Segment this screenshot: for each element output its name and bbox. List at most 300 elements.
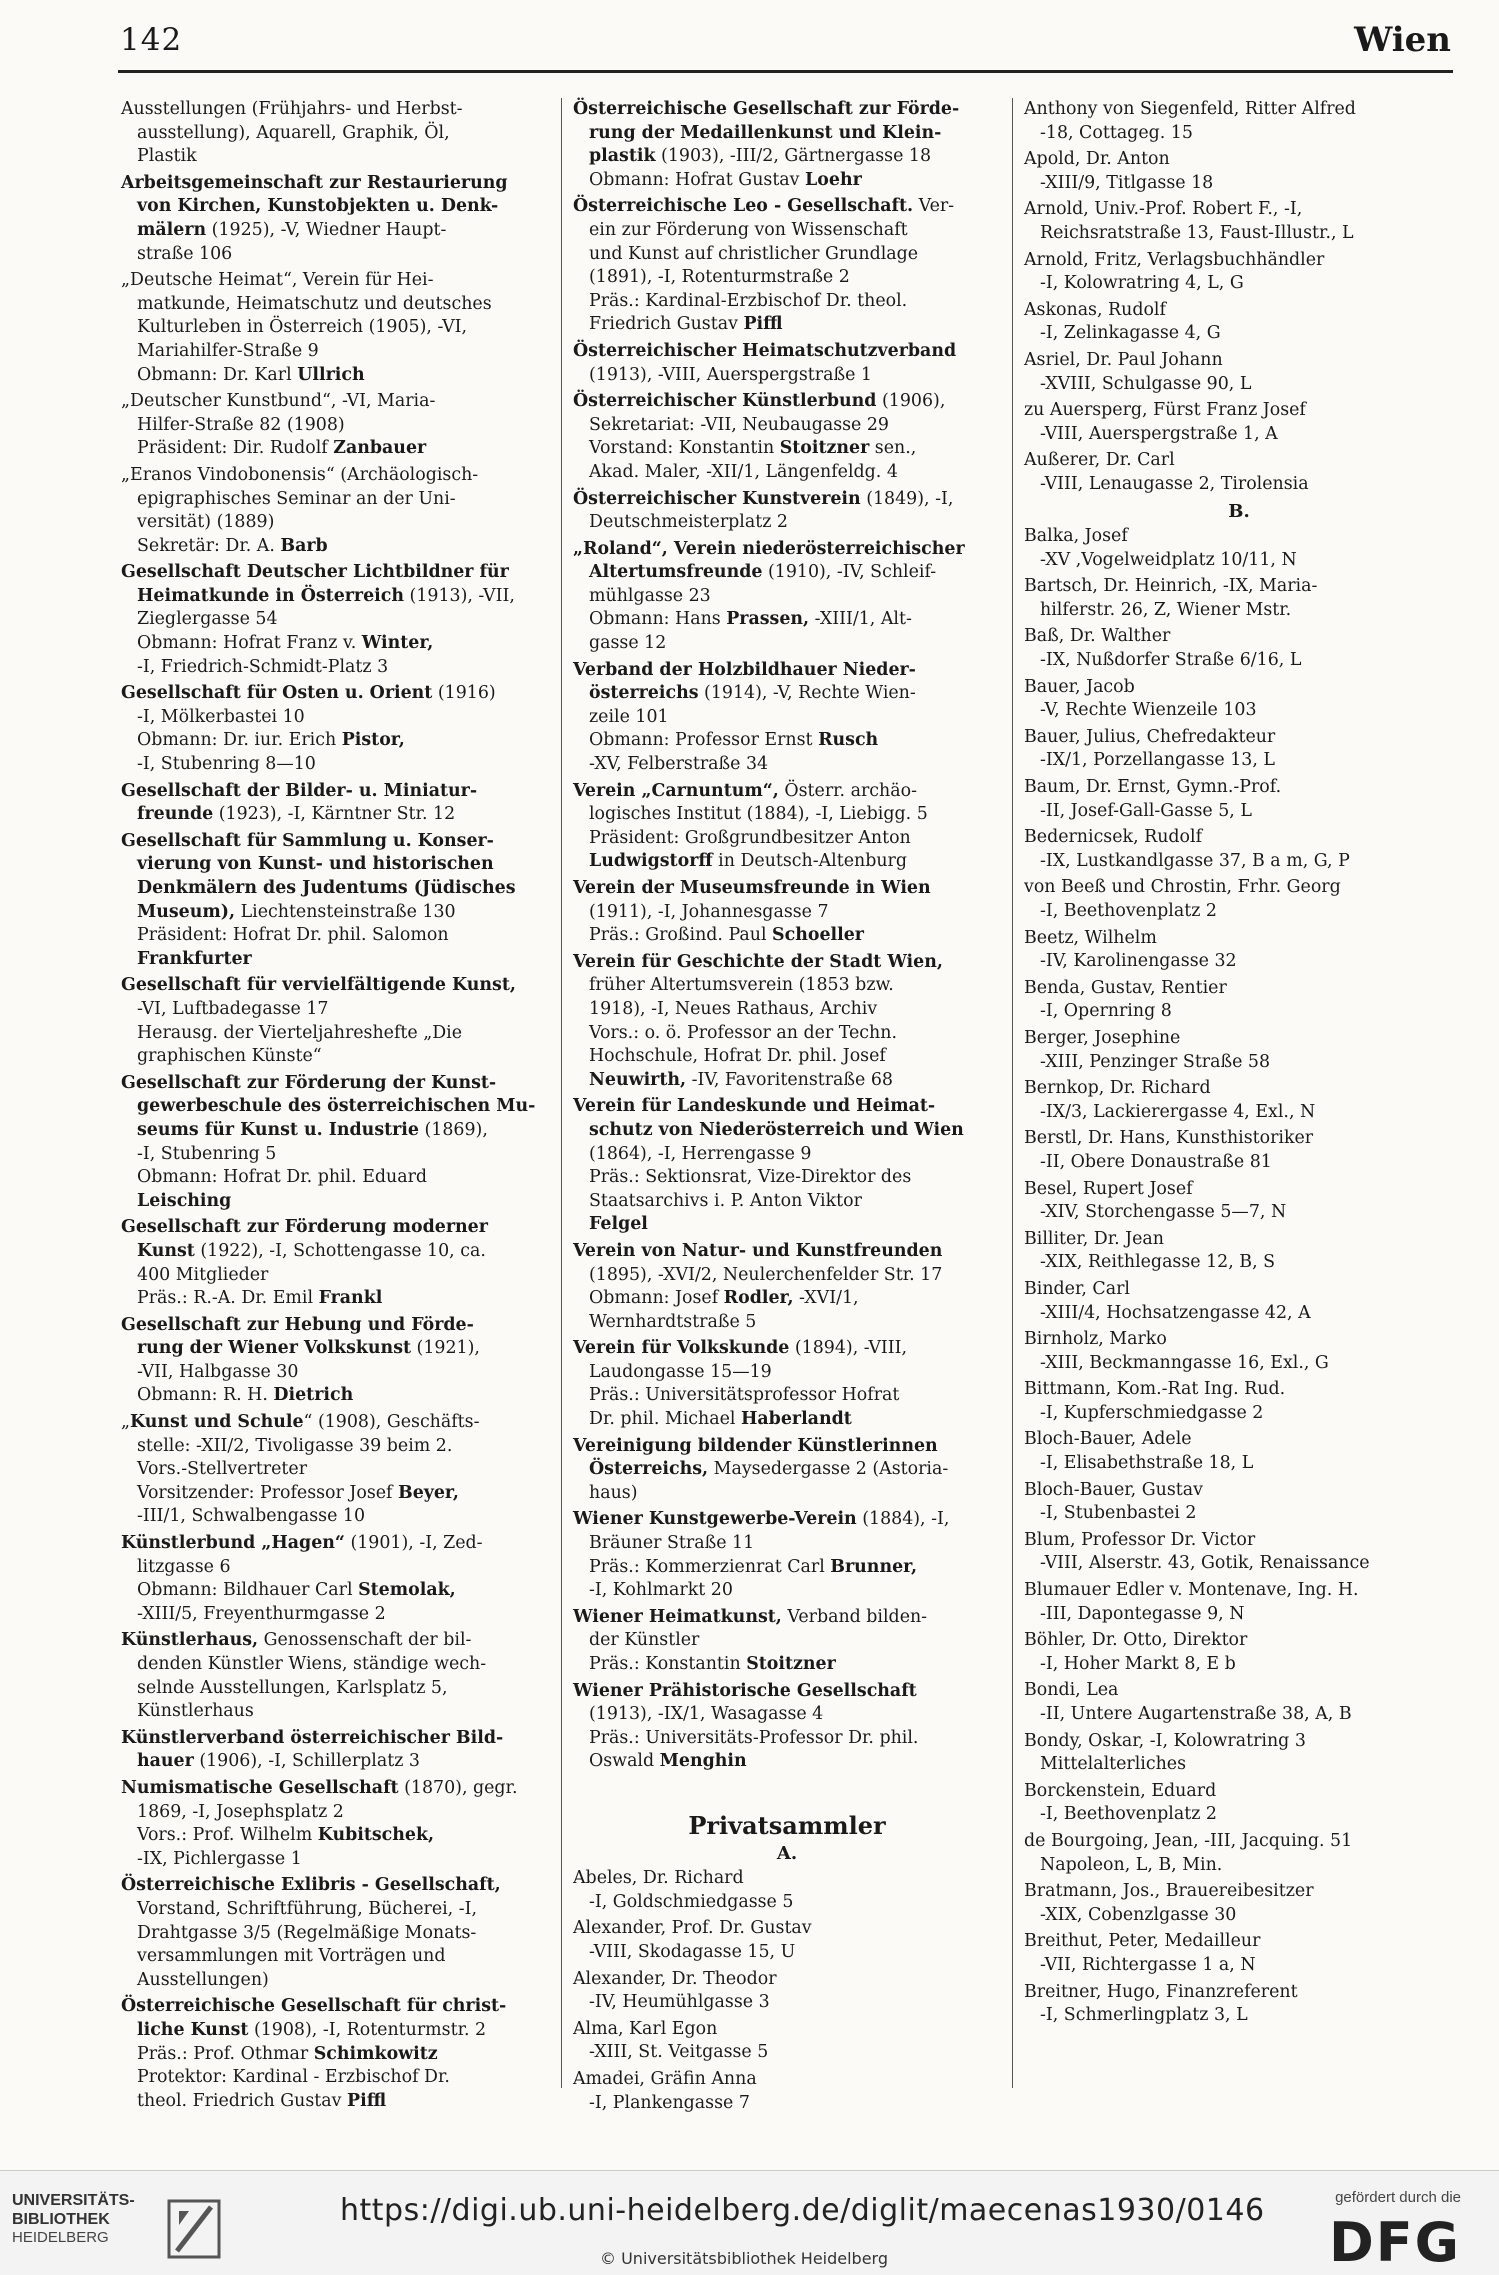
- entry-line: Gesellschaft zur Förderung der Kunst-: [121, 1072, 497, 1093]
- entry-line: Leisching: [137, 1190, 232, 1211]
- entry-line: Präs.: Konstantin Stoitzner: [589, 1654, 836, 1674]
- entry-line: Frankfurter: [137, 948, 252, 969]
- directory-entry: [121, 1072, 551, 1214]
- entry-line: ausstellung), Aquarell, Graphik, Öl,: [137, 122, 450, 143]
- entry-line: -XIV, Storchengasse 5—7, N: [1040, 1202, 1287, 1223]
- entry-line: -VI, Luftbadegasse 17: [137, 998, 329, 1019]
- entry-line: Blum, Professor Dr. Victor: [1024, 1529, 1256, 1550]
- directory-entry: [1024, 726, 1454, 773]
- entry-line: Zieglergasse 54: [137, 609, 278, 630]
- entry-line: Gesellschaft für vervielfältigende Kunst,: [121, 975, 516, 996]
- entry-line: Mariahilfer-Straße 9: [137, 340, 319, 361]
- entry-line: Gesellschaft für Osten u. Orient (1916): [121, 683, 496, 704]
- directory-entry: [121, 464, 551, 558]
- entry-line: Präs.: Prof. Othmar Schimkowitz: [137, 2043, 438, 2064]
- entry-line: Binder, Carl: [1024, 1278, 1130, 1299]
- entry-line: ein zur Förderung von Wissenschaft: [589, 219, 908, 240]
- entry-line: Breitner, Hugo, Finanzreferent: [1024, 1981, 1298, 2002]
- footer-bar: [0, 2170, 1499, 2275]
- entry-line: Berger, Josephine: [1024, 1027, 1181, 1048]
- entry-line: Mittelalterliches: [1040, 1754, 1187, 1775]
- entry-line: -XVIII, Schulgasse 90, L: [1040, 373, 1252, 394]
- entry-line: Drahtgasse 3/5 (Regelmäßige Monats-: [137, 1922, 477, 1943]
- entry-line: Arnold, Univ.-Prof. Robert F., -I,: [1024, 199, 1303, 220]
- entry-line: -IV, Karolinengasse 32: [1040, 951, 1237, 972]
- entry-line: -18, Cottageg. 15: [1040, 122, 1193, 143]
- entry-line: Ausstellungen): [137, 1969, 269, 1990]
- entry-line: Laudongasse 15—19: [589, 1361, 772, 1382]
- entry-line: Apold, Dr. Anton: [1024, 149, 1170, 170]
- entry-line: Präs.: Kommerzienrat Carl Brunner,: [589, 1556, 918, 1577]
- entry-line: Amadei, Gräfin Anna: [573, 2068, 757, 2089]
- entry-line: Berstl, Dr. Hans, Kunsthistoriker: [1024, 1128, 1314, 1149]
- directory-entry: [1024, 1278, 1454, 1325]
- entry-line: Obmann: Dr. Karl Ullrich: [137, 364, 365, 385]
- entry-line: Blumauer Edler v. Montenave, Ing. H.: [1024, 1580, 1359, 1601]
- entry-line: Bloch-Bauer, Gustav: [1024, 1479, 1203, 1500]
- entry-line: Bondy, Oskar, -I, Kolowratring 3: [1024, 1730, 1306, 1751]
- directory-entry: [1024, 349, 1454, 396]
- directory-entry: [573, 2068, 1001, 2115]
- directory-entry: [573, 98, 1001, 192]
- entry-line: Wiener Kunstgewerbe-Verein (1884), -I,: [573, 1509, 950, 1530]
- entry-line: Dr. phil. Michael Haberlandt: [589, 1409, 852, 1430]
- entry-line: Protektor: Kardinal - Erzbischof Dr.: [137, 2067, 450, 2088]
- entry-line: -I, Opernring 8: [1040, 1001, 1172, 1022]
- entry-line: Präsident: Großgrundbesitzer Anton: [589, 827, 911, 848]
- entry-line: Gesellschaft für Sammlung u. Konser-: [121, 830, 494, 851]
- directory-entry: [1024, 1730, 1454, 1777]
- entry-line: -IX, Lustkandlgasse 37, B a m, G, P: [1040, 850, 1350, 871]
- entry-line: und Kunst auf christlicher Grundlage: [589, 243, 919, 264]
- entry-line: -VII, Halbgasse 30: [137, 1361, 299, 1382]
- entry-line: Obmann: Hofrat Dr. phil. Eduard: [137, 1167, 428, 1188]
- entry-line: Bauer, Jacob: [1024, 676, 1135, 697]
- directory-entry: [121, 1216, 551, 1310]
- entry-line: der Künstler: [589, 1630, 700, 1651]
- library-name-line1: UNIVERSITÄTS-: [12, 2192, 135, 2209]
- entry-line: Verein für Landeskunde und Heimat-: [573, 1096, 936, 1117]
- entry-line: Österreichische Leo - Gesellschaft. Ver-: [573, 196, 955, 217]
- entry-line: litzgasse 6: [137, 1556, 231, 1577]
- entry-line: Präs.: Kardinal-Erzbischof Dr. theol.: [589, 290, 908, 311]
- directory-entry: [1024, 1880, 1454, 1927]
- entry-line: Verein „Carnuntum“, Österr. archäo-: [573, 780, 917, 801]
- directory-entry: [1024, 1579, 1454, 1626]
- entry-line: Obmann: Josef Rodler, -XVI/1,: [589, 1288, 859, 1309]
- entry-line: matkunde, Heimatschutz und deutsches: [137, 293, 492, 314]
- entry-line: Ludwigstorff in Deutsch-Altenburg: [589, 851, 908, 872]
- directory-entry: [121, 1314, 551, 1408]
- entry-line: Breithut, Peter, Medailleur: [1024, 1931, 1261, 1952]
- directory-entry: [1024, 1228, 1454, 1275]
- entry-line: -I, Elisabethstraße 18, L: [1040, 1453, 1254, 1474]
- entry-line: -I, Hoher Markt 8, E b: [1040, 1653, 1236, 1674]
- entry-line: Kulturleben in Österreich (1905), -VI,: [137, 317, 468, 338]
- entry-line: -I, Zelinkagasse 4, G: [1040, 323, 1221, 344]
- entry-line: Obmann: Hans Prassen, -XIII/1, Alt-: [589, 609, 912, 630]
- entry-line: Askonas, Rudolf: [1024, 299, 1166, 320]
- entry-line: -I, Kolowratring 4, L, G: [1040, 273, 1244, 294]
- directory-entry: [573, 1337, 1001, 1431]
- entry-line: -III/1, Schwalbengasse 10: [137, 1506, 366, 1527]
- directory-entry: [1024, 1178, 1454, 1225]
- entry-line: (1911), -I, Johannesgasse 7: [589, 901, 829, 922]
- column-divider: [561, 98, 562, 2088]
- entry-line: Vors.-Stellvertreter: [137, 1459, 308, 1480]
- entry-line: Vorsitzender: Professor Josef Beyer,: [137, 1482, 459, 1503]
- section-heading: Privatsammler: [688, 1810, 886, 1840]
- entry-line: Billiter, Dr. Jean: [1024, 1228, 1164, 1249]
- entry-line: -XIX, Cobenzlgasse 30: [1040, 1904, 1237, 1925]
- directory-entry: [1024, 299, 1454, 346]
- entry-line: Wernhardtstraße 5: [589, 1311, 757, 1332]
- directory-entry: [121, 172, 551, 266]
- entry-line: Alexander, Dr. Theodor: [573, 1968, 777, 1989]
- entry-line: mühlgasse 23: [589, 585, 711, 606]
- entry-line: Besel, Rupert Josef: [1024, 1178, 1193, 1199]
- entry-line: -XIII, Penzinger Straße 58: [1040, 1051, 1271, 1072]
- entry-line: -I, Mölkerbastei 10: [137, 706, 305, 727]
- entry-line: Österreichischer Künstlerbund (1906),: [573, 391, 946, 412]
- column-3: [1024, 98, 1454, 2031]
- entry-line: Bernkop, Dr. Richard: [1024, 1078, 1211, 1099]
- entry-line: Staatsarchivs i. P. Anton Viktor: [589, 1190, 862, 1211]
- entry-line: Außerer, Dr. Carl: [1024, 450, 1175, 471]
- funding-note: gefördert durch die: [1335, 2189, 1461, 2206]
- directory-entry: [1024, 676, 1454, 723]
- entry-line: -XIII/5, Freyenthurmgasse 2: [137, 1603, 386, 1624]
- entry-line: Wiener Heimatkunst, Verband bilden-: [573, 1606, 928, 1627]
- directory-entry: [1024, 198, 1454, 245]
- directory-entry: [573, 390, 1001, 484]
- entry-line: Borckenstein, Eduard: [1024, 1780, 1217, 1801]
- entry-line: Österreichischer Heimatschutzverband: [573, 340, 957, 361]
- entry-line: Baß, Dr. Walther: [1024, 626, 1171, 647]
- directory-entry: [1024, 927, 1454, 974]
- entry-line: Präs.: Großind. Paul Schoeller: [589, 925, 864, 946]
- entry-line: graphischen Künste“: [137, 1046, 322, 1067]
- directory-entry: [1024, 1529, 1454, 1576]
- directory-entry: [121, 390, 551, 461]
- entry-line: -VIII, Alserstr. 43, Gotik, Renaissance: [1040, 1553, 1370, 1574]
- entry-line: von Beeß und Chrostin, Frhr. Georg: [1024, 877, 1341, 898]
- entry-line: -I, Stubenring 8—10: [137, 754, 316, 775]
- entry-line: -I, Kupferschmiedgasse 2: [1040, 1402, 1264, 1423]
- directory-entry: [121, 830, 551, 972]
- directory-entry: [573, 488, 1001, 535]
- entry-line: plastik (1903), -III/2, Gärtnergasse 18: [589, 146, 932, 167]
- entry-line: stelle: -XII/2, Tivoligasse 39 beim 2.: [137, 1435, 453, 1456]
- entry-line: Museum), Liechtensteinstraße 130: [137, 901, 456, 922]
- entry-line: -IX/3, Lackierergasse 4, Exl., N: [1040, 1101, 1316, 1122]
- entry-line: mälern (1925), -V, Wiedner Haupt-: [137, 219, 447, 240]
- entry-line: österreichs (1914), -V, Rechte Wien-: [589, 683, 916, 704]
- directory-entry: [1024, 249, 1454, 296]
- entry-line: Präs.: Universitätsprofessor Hofrat: [589, 1385, 900, 1406]
- entry-line: versammlungen mit Vorträgen und: [137, 1946, 446, 1967]
- directory-entry: [573, 340, 1001, 387]
- entry-line: Balka, Josef: [1024, 526, 1128, 547]
- entry-line: -XIII/4, Hochsatzengasse 42, A: [1040, 1302, 1311, 1323]
- entry-line: Obmann: Hofrat Gustav Loehr: [589, 169, 862, 190]
- entry-line: 1918), -I, Neues Rathaus, Archiv: [589, 998, 878, 1019]
- entry-line: (1891), -I, Rotenturmstraße 2: [589, 267, 850, 288]
- directory-entry: [1024, 98, 1454, 145]
- directory-entry: [573, 538, 1001, 656]
- entry-line: Präsident: Dir. Rudolf Zanbauer: [137, 438, 427, 459]
- entry-line: Österreichische Gesellschaft zur Förde-: [573, 99, 960, 119]
- column-divider: [1012, 98, 1013, 2088]
- entry-line: Alma, Karl Egon: [573, 2018, 718, 2039]
- entry-line: Arnold, Fritz, Verlagsbuchhändler: [1024, 249, 1325, 270]
- directory-entry: [1024, 776, 1454, 823]
- entry-line: -IX, Pichlergasse 1: [137, 1848, 302, 1869]
- entry-line: Napoleon, L, B, Min.: [1040, 1854, 1223, 1875]
- entry-line: Wiener Prähistorische Gesellschaft: [573, 1680, 917, 1701]
- entry-line: -IV, Heumühlgasse 3: [589, 1992, 770, 2013]
- entry-line: -II, Josef-Gall-Gasse 5, L: [1040, 800, 1252, 821]
- entry-line: -VIII, Skodagasse 15, U: [589, 1941, 796, 1962]
- entry-line: -I, Beethovenplatz 2: [1040, 901, 1217, 921]
- entry-line: Präs.: R.-A. Dr. Emil Frankl: [137, 1288, 383, 1309]
- entry-line: selnde Ausstellungen, Karlsplatz 5,: [137, 1677, 448, 1698]
- column-2: [573, 98, 1001, 2118]
- entry-line: -I, Kohlmarkt 20: [589, 1580, 733, 1601]
- entry-line: Abeles, Dr. Richard: [573, 1868, 744, 1889]
- directory-entry: [1024, 625, 1454, 672]
- directory-entry: [573, 659, 1001, 777]
- entry-line: -I, Goldschmiedgasse 5: [589, 1891, 794, 1912]
- entry-line: logisches Institut (1884), -I, Liebigg. 5: [589, 804, 928, 825]
- copyright-notice: © Universitätsbibliothek Heidelberg: [600, 2249, 889, 2268]
- entry-line: Herausg. der Vierteljahreshefte „Die: [137, 1022, 463, 1043]
- entry-line: versität) (1889): [137, 512, 275, 533]
- directory-entry: [573, 877, 1001, 948]
- entry-line: -IX/1, Porzellangasse 13, L: [1040, 750, 1275, 771]
- entry-line: Bartsch, Dr. Heinrich, -IX, Maria-: [1024, 576, 1318, 597]
- entry-line: -XIII, St. Veitgasse 5: [589, 2042, 769, 2063]
- column-1: [121, 98, 551, 2116]
- entry-line: Asriel, Dr. Paul Johann: [1024, 349, 1223, 370]
- permalink-url[interactable]: https://digi.ub.uni-heidelberg.de/diglit/maecenas1930/0146: [340, 2193, 1265, 2228]
- entry-line: -II, Obere Donaustraße 81: [1040, 1151, 1272, 1172]
- entry-line: Plastik: [137, 146, 197, 167]
- entry-line: zeile 101: [589, 706, 669, 727]
- entry-line: Präsident: Hofrat Dr. phil. Salomon: [137, 925, 449, 946]
- entry-line: denden Künstler Wiens, ständige wech-: [137, 1654, 487, 1674]
- directory-entry: [573, 1867, 1001, 1914]
- entry-line: de Bourgoing, Jean, -III, Jacquing. 51: [1024, 1830, 1353, 1851]
- directory-entry: [1024, 1378, 1454, 1425]
- entry-line: Obmann: Bildhauer Carl Stemolak,: [137, 1580, 456, 1601]
- entry-line: Sekretariat: -VII, Neubaugasse 29: [589, 414, 889, 435]
- university-library-logo[interactable]: [12, 2191, 202, 2261]
- entry-line: Friedrich Gustav Piffl: [589, 314, 783, 335]
- entry-line: schutz von Niederösterreich und Wien: [589, 1119, 964, 1140]
- entry-line: Beetz, Wilhelm: [1024, 927, 1157, 948]
- page-number: 142: [120, 22, 183, 58]
- directory-entry: [1024, 1780, 1454, 1827]
- entry-line: von Kirchen, Kunstobjekten u. Denk-: [137, 196, 499, 217]
- directory-entry: [573, 195, 1001, 337]
- entry-line: „Deutsche Heimat“, Verein für Hei-: [121, 270, 434, 291]
- entry-line: -III, Dapontegasse 9, N: [1040, 1603, 1245, 1624]
- entry-line: rung der Wiener Volkskunst (1921),: [137, 1338, 480, 1359]
- entry-line: „Roland“, Verein niederösterreichischer: [573, 538, 965, 559]
- directory-entry: [1024, 525, 1454, 572]
- entry-line: Sekretär: Dr. A. Barb: [137, 535, 328, 556]
- library-name-line3: HEIDELBERG: [12, 2229, 109, 2246]
- entry-line: -I, Plankengasse 7: [589, 2092, 750, 2113]
- entry-line: Vors.: o. ö. Professor an der Techn.: [589, 1022, 897, 1043]
- entry-line: Verband der Holzbildhauer Nieder-: [573, 659, 916, 680]
- entry-line: -VII, Richtergasse 1 a, N: [1040, 1954, 1256, 1975]
- entry-line: -VIII, Auerspergstraße 1, A: [1040, 423, 1278, 444]
- directory-entry: [1024, 1479, 1454, 1526]
- entry-line: Felgel: [589, 1214, 648, 1235]
- entry-line: Vorstand: Konstantin Stoitzner sen.,: [589, 438, 917, 459]
- directory-entry: [121, 974, 551, 1068]
- directory-entry: [1024, 1679, 1454, 1726]
- entry-line: Anthony von Siegenfeld, Ritter Alfred: [1024, 99, 1356, 119]
- directory-entry: [121, 1629, 551, 1723]
- directory-entry: [121, 561, 551, 679]
- entry-line: -XIII, Beckmanngasse 16, Exl., G: [1040, 1352, 1329, 1373]
- entry-line: Bratmann, Jos., Brauereibesitzer: [1024, 1881, 1314, 1902]
- directory-entry: [1024, 1077, 1454, 1124]
- directory-entry: [1024, 876, 1454, 923]
- entry-line: Künstlerhaus, Genossenschaft der bil-: [121, 1630, 472, 1651]
- entry-line: Benda, Gustav, Rentier: [1024, 977, 1227, 998]
- directory-entry: [573, 1095, 1001, 1237]
- entry-line: Bedernicsek, Rudolf: [1024, 827, 1203, 848]
- entry-line: Kunst (1922), -I, Schottengasse 10, ca.: [137, 1240, 486, 1261]
- entry-line: Gesellschaft zur Hebung und Förde-: [121, 1314, 474, 1335]
- entry-line: zu Auersperg, Fürst Franz Josef: [1024, 400, 1306, 421]
- entry-line: -IX, Nußdorfer Straße 6/16, L: [1040, 650, 1302, 671]
- entry-line: Ausstellungen (Frühjahrs- und Herbst-: [121, 99, 463, 119]
- directory-entry: [1024, 826, 1454, 873]
- entry-line: -XIII/9, Titlgasse 18: [1040, 172, 1214, 193]
- entry-line: Verein der Museumsfreunde in Wien: [573, 878, 931, 898]
- directory-entry: [1024, 399, 1454, 446]
- directory-entry: [121, 1411, 551, 1529]
- directory-entry: [121, 1727, 551, 1774]
- entry-line: Heimatkunde in Österreich (1913), -VII,: [137, 585, 515, 606]
- directory-entry: [121, 682, 551, 776]
- running-head-city: Wien: [1354, 20, 1451, 60]
- entry-line: Hilfer-Straße 82 (1908): [137, 414, 345, 435]
- directory-entry: [121, 1995, 551, 2113]
- directory-entry: [1024, 977, 1454, 1024]
- entry-line: Obmann: Dr. iur. Erich Pistor,: [137, 730, 405, 751]
- directory-entry: [1024, 1328, 1454, 1375]
- entry-line: Reichsratstraße 13, Faust-Illustr., L: [1040, 222, 1354, 243]
- directory-entry: [573, 1606, 1001, 1677]
- directory-entry: [1024, 1027, 1454, 1074]
- entry-line: Gesellschaft der Bilder- u. Miniatur-: [121, 780, 478, 801]
- entry-line: vierung von Kunst- und historischen: [137, 854, 494, 875]
- directory-entry: [1024, 1930, 1454, 1977]
- directory-entry: [573, 951, 1001, 1093]
- entry-line: 400 Mitglieder: [137, 1264, 269, 1285]
- entry-line: -XV ,Vogelweidplatz 10/11, N: [1040, 549, 1297, 570]
- entry-line: rung der Medaillenkunst und Klein-: [589, 122, 942, 143]
- entry-line: Verein für Volkskunde (1894), -VIII,: [573, 1338, 908, 1359]
- entry-line: -I, Schmerlingplatz 3, L: [1040, 2005, 1248, 2026]
- entry-line: seums für Kunst u. Industrie (1869),: [137, 1119, 488, 1140]
- directory-entry: [121, 1777, 551, 1871]
- entry-line: -I, Friedrich-Schmidt-Platz 3: [137, 656, 389, 677]
- entry-line: Obmann: R. H. Dietrich: [137, 1385, 354, 1406]
- entry-line: Deutschmeisterplatz 2: [589, 512, 788, 533]
- entry-line: hilferstr. 26, Z, Wiener Mstr.: [1040, 599, 1292, 620]
- entry-line: (1864), -I, Herrengasse 9: [589, 1143, 812, 1164]
- directory-entry: [1024, 1629, 1454, 1676]
- entry-line: Bloch-Bauer, Adele: [1024, 1429, 1192, 1450]
- directory-entry: [573, 1680, 1001, 1774]
- directory-entry: [1024, 575, 1454, 622]
- directory-entry: [1024, 1428, 1454, 1475]
- entry-line: 1869, -I, Josephsplatz 2: [137, 1801, 344, 1822]
- entry-line: theol. Friedrich Gustav Piffl: [137, 2090, 387, 2111]
- entry-line: „Kunst und Schule“ (1908), Geschäfts-: [121, 1412, 480, 1433]
- entry-line: (1913), -IX/1, Wasagasse 4: [589, 1704, 824, 1725]
- directory-entry: [121, 269, 551, 387]
- letter-section-heading: B.: [1228, 500, 1250, 522]
- entry-line: Numismatische Gesellschaft (1870), gegr.: [121, 1777, 518, 1798]
- entry-line: (1913), -VIII, Auerspergstraße 1: [589, 364, 872, 385]
- directory-entry: [1024, 449, 1454, 496]
- entry-line: Neuwirth, -IV, Favoritenstraße 68: [589, 1069, 893, 1090]
- entry-line: Verein für Geschichte der Stadt Wien,: [573, 951, 943, 972]
- entry-line: Österreichische Gesellschaft für christ-: [121, 1996, 507, 2017]
- library-name-line2: BIBLIOTHEK: [12, 2211, 110, 2228]
- directory-entry: [573, 1508, 1001, 1602]
- entry-line: -I, Beethovenplatz 2: [1040, 1804, 1217, 1825]
- entry-line: Vereinigung bildender Künstlerinnen: [573, 1435, 938, 1456]
- library-emblem-icon: [167, 2199, 221, 2259]
- entry-line: Präs.: Universitäts-Professor Dr. phil.: [589, 1727, 919, 1748]
- entry-line: Hochschule, Hofrat Dr. phil. Josef: [589, 1046, 886, 1067]
- entry-line: gasse 12: [589, 633, 667, 654]
- entry-line: Baum, Dr. Ernst, Gymn.-Prof.: [1024, 777, 1282, 798]
- directory-entry: [573, 1917, 1001, 1964]
- dfg-logo[interactable]: DFG: [1328, 2211, 1461, 2274]
- directory-entry: [1024, 1830, 1454, 1877]
- entry-line: Bittmann, Kom.-Rat Ing. Rud.: [1024, 1379, 1286, 1400]
- entry-line: Künstlerbund „Hagen“ (1901), -I, Zed-: [121, 1533, 483, 1554]
- entry-line: freunde (1923), -I, Kärntner Str. 12: [137, 804, 456, 825]
- entry-line: liche Kunst (1908), -I, Rotenturmstr. 2: [137, 2019, 487, 2040]
- entry-line: Alexander, Prof. Dr. Gustav: [573, 1918, 812, 1939]
- directory-entry: [121, 1874, 551, 1992]
- entry-line: Österreichische Exlibris - Gesellschaft,: [121, 1875, 501, 1896]
- entry-line: Bauer, Julius, Chefredakteur: [1024, 726, 1276, 747]
- entry-line: „Eranos Vindobonensis“ (Archäologisch-: [121, 464, 479, 485]
- entry-line: Künstlerverband österreichischer Bild-: [121, 1727, 504, 1748]
- entry-line: Verein von Natur- und Kunstfreunden: [573, 1240, 943, 1261]
- entry-line: Denkmälern des Judentums (Jüdisches: [137, 878, 516, 898]
- entry-line: Birnholz, Marko: [1024, 1329, 1167, 1350]
- entry-line: Bräuner Straße 11: [589, 1533, 755, 1554]
- entry-line: Österreichs, Maysedergasse 2 (Astoria-: [589, 1459, 949, 1480]
- entry-line: haus): [589, 1482, 638, 1503]
- entry-line: Obmann: Hofrat Franz v. Winter,: [137, 633, 434, 654]
- directory-entry: [573, 780, 1001, 874]
- entry-line: Präs.: Sektionsrat, Vize-Direktor des: [589, 1167, 912, 1188]
